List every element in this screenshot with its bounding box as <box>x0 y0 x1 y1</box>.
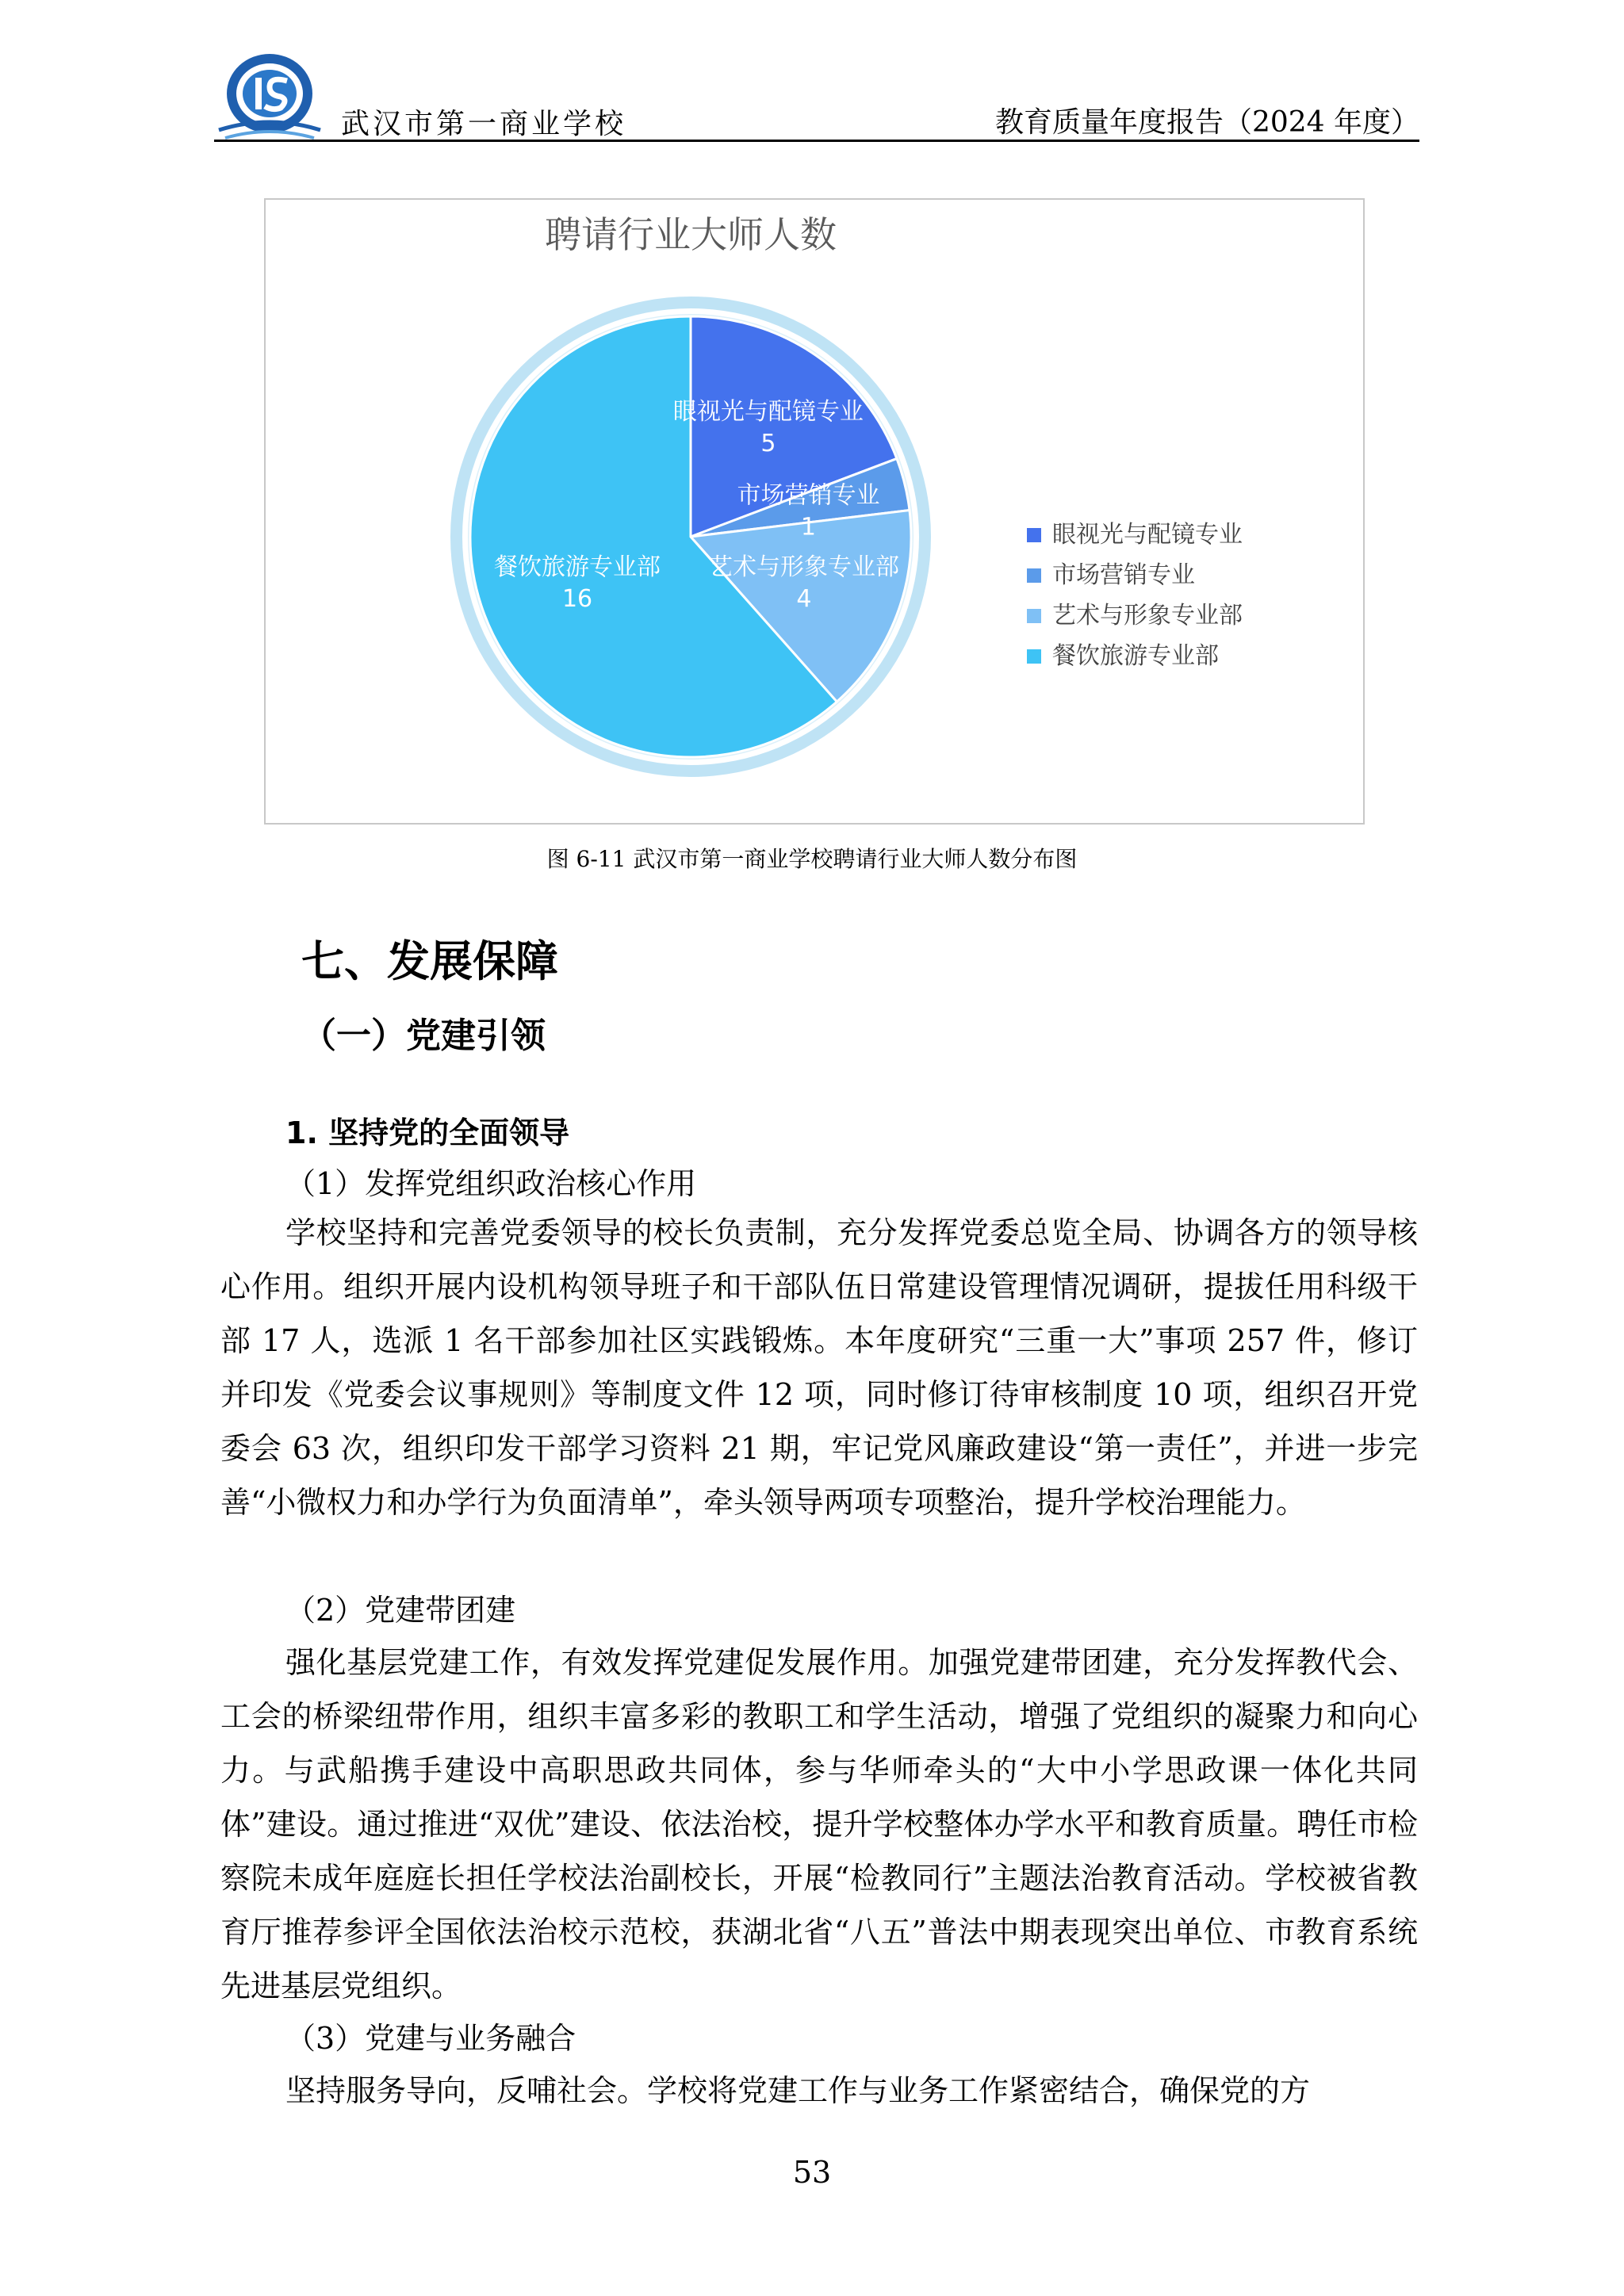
slice-value-label: 4 <box>796 585 812 614</box>
page-number: 53 <box>792 2155 832 2190</box>
legend-label: 眼视光与配镜专业 <box>1052 521 1243 549</box>
pie-chart <box>264 198 1365 825</box>
header-divider <box>214 140 1419 142</box>
item-heading: （1）发挥党组织政治核心作用 <box>285 1166 697 1201</box>
slice-category-label: 市场营销专业 <box>737 481 880 510</box>
legend-swatch <box>1027 528 1041 542</box>
slice-category-label: 餐饮旅游专业部 <box>494 553 661 582</box>
report-title: 教育质量年度报告（2024 年度） <box>994 106 1419 139</box>
figure-caption: 图 6-11 武汉市第一商业学校聘请行业大师人数分布图 <box>546 846 1078 872</box>
pie-chart-svg <box>266 200 1363 823</box>
subsubsection-title: 1. 坚持党的全面领导 <box>285 1115 570 1150</box>
legend-swatch <box>1027 649 1041 664</box>
legend-label: 艺术与形象专业部 <box>1052 602 1243 629</box>
school-logo-icon <box>214 48 325 143</box>
legend-swatch <box>1027 568 1041 583</box>
slice-value-label: 5 <box>760 430 776 458</box>
chart-title: 聘请行业大师人数 <box>545 213 837 256</box>
page-header <box>214 48 1419 143</box>
paragraph: 坚持服务导向，反哺社会。学校将党建工作与业务工作紧密结合，确保党的方 <box>285 2073 1311 2108</box>
item-heading: （2）党建带团建 <box>285 1593 516 1628</box>
legend-label: 市场营销专业 <box>1052 561 1195 589</box>
subsection-title: （一）党建引领 <box>301 1016 546 1056</box>
paragraph: 学校坚持和完善党委领导的校长负责制，充分发挥党委总览全局、协调各方的领导核心作用。组织开展内设机构领导班子和干部队伍日常建设管理情况调研，提拔任用科级干部 17 人，选派 1 名干部参加社区实践锻炼。本年度研究“三重一大”事项 257 件，修订并印发《党委会议事规则》等制度文件 12 项，同时修订待审核制度 10 项，组织召开党委会 63 次，组织印发干部学习资料 21 期，牢记党风廉政建设“第一责任”，并进一步完善“小微权力和办学行为负面清单”，牵头领导两项专项整治，提升学校治理能力。 <box>220 1215 1418 1520</box>
pie-slices <box>470 316 911 757</box>
legend-swatch <box>1027 609 1041 623</box>
chart-legend <box>1027 521 1243 670</box>
school-name: 武汉市第一商业学校 <box>341 108 627 140</box>
slice-value-label: 1 <box>800 513 817 541</box>
slice-category-label: 艺术与形象专业部 <box>708 553 899 582</box>
item-heading: （3）党建与业务融合 <box>285 2021 576 2056</box>
section-title: 七、发展保障 <box>301 936 558 986</box>
slice-value-label: 16 <box>561 585 593 614</box>
paragraph: 强化基层党建工作，有效发挥党建促发展作用。加强党建带团建，充分发挥教代会、工会的桥梁纽带作用，组织丰富多彩的教职工和学生活动，增强了党组织的凝聚力和向心力。与武船携手建设中高职思政共同体，参与华师牵头的“大中小学思政课一体化共同体”建设。通过推进“双优”建设、依法治校，提升学校整体办学水平和教育质量。聘任市检察院未成年庭庭长担任学校法治副校长，开展“检教同行”主题法治教育活动。学校被省教育厅推荐参评全国依法治校示范校，获湖北省“八五”普法中期表现突出单位、市教育系统先进基层党组织。 <box>220 1645 1418 2003</box>
slice-category-label: 眼视光与配镜专业 <box>672 398 864 427</box>
legend-label: 餐饮旅游专业部 <box>1052 642 1219 670</box>
